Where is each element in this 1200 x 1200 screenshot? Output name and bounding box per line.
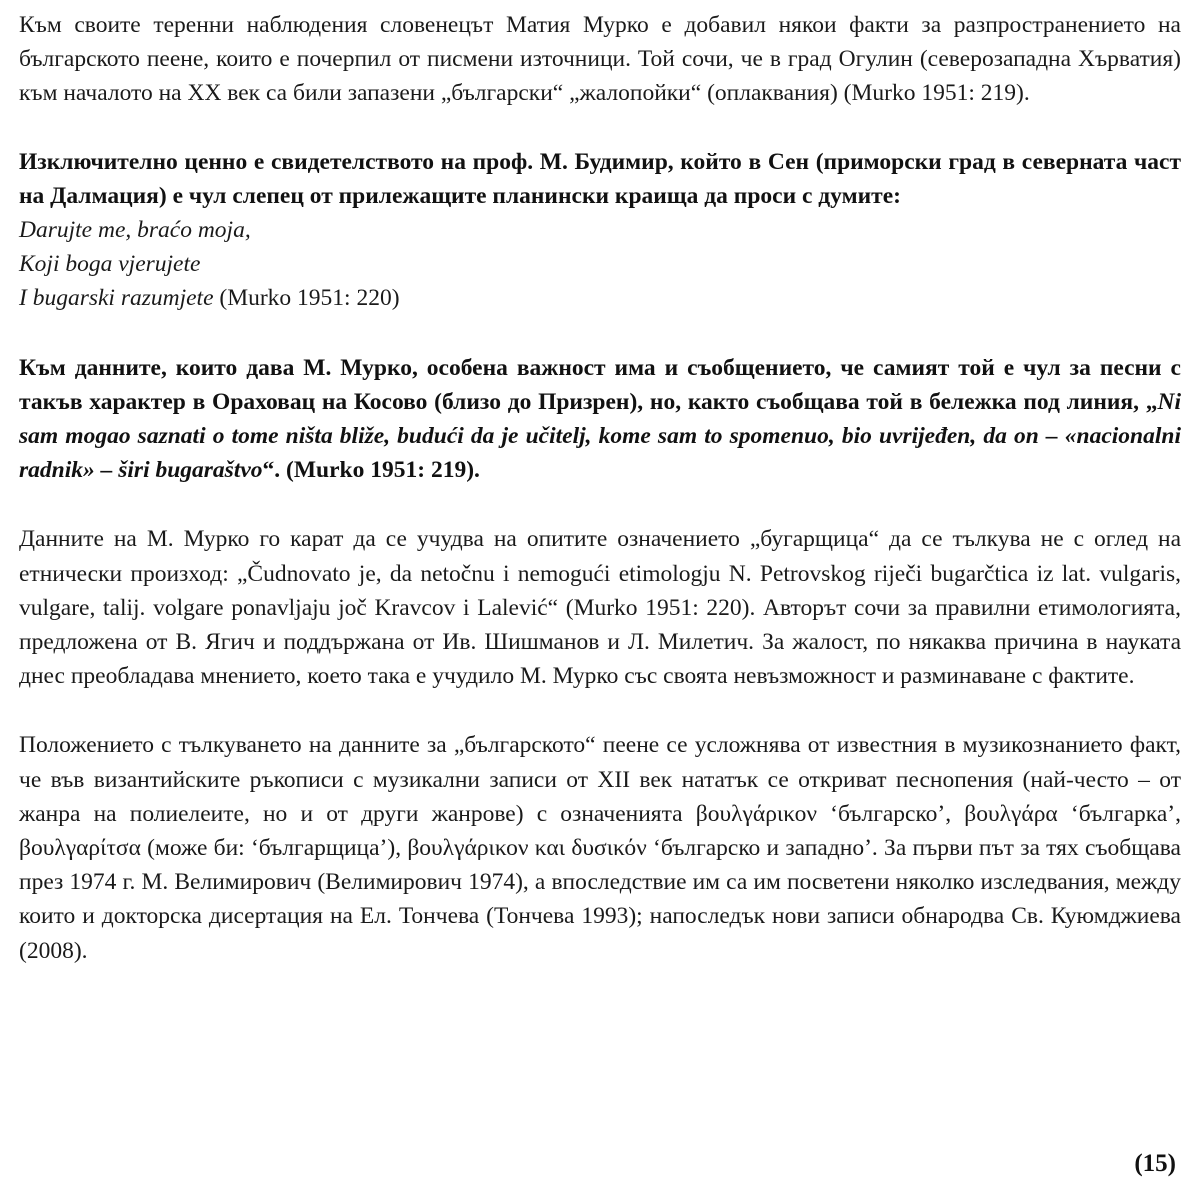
verse-line-2: Koji boga vjerujete	[19, 251, 201, 278]
verse-line-1: Darujte me, braćo moja,	[19, 217, 251, 244]
paragraph-murko-ogulin: Към своите теренни наблюдения словенецът Матия Мурко е добавил някои факти за разпространението на българското пеене, които е почерпил от писмени източници. Той сочи, че в град Огулин (северозападна Хърватия) към началото на XX век са били запазени „български“ „жалопойки“ (оплаквания) (Murko 1951: 219).	[19, 12, 1181, 107]
verse-line-3-text: I bugarski razumjete	[19, 285, 214, 312]
paragraph-byzantine-manuscripts: Положението с тълкуването на данните за „българското“ пеене се усложнява от известния в музикознанието факт, че във византийските ръкописи с музикални записи от XII век нататък се откриват песнопения (най-често – от жанра на полиелеите, но и от други жанрове) с означенията βουλγάρικον ‘българско’, βουλγάρα ‘българка’, βουλγαρίτσα (може би: ‘българщица’), βουλγάρικον και δυσικόν ‘българско и западно’. За първи път за тях съобщава през 1974 г. М. Велимирович (Велимирович 1974), а впоследствие им са им посветени няколко изследвания, между които и докторска дисертация на Ел. Тончева (Тончева 1993); напоследък нови записи обнародва Св. Куюмджиева (2008).	[19, 732, 1181, 964]
verse-citation: (Murko 1951: 220)	[213, 285, 400, 312]
orahovac-quote: Ni sam mogao saznati o tome ništa bliže, budući da je učitelj, kome sam to spomenuo, bio uvrijeđen, da on – «nacionalni radnik» – širi bugaraštvo	[19, 388, 1181, 484]
verse-line-3	[19, 281, 1181, 315]
paragraph-orahovac-footnote	[19, 351, 1181, 488]
orahovac-citation: “. (Murko 1951: 219).	[262, 457, 480, 484]
paragraph-budimir-testimony: Изключително ценно е свидетелството на проф. М. Будимир, който в Сен (приморски град в северната част на Далмация) е чул слепец от прилежащите планински краища да проси с думите:	[19, 148, 1181, 209]
orahovac-text: Към данните, които дава М. Мурко, особена важност има и съобщението, че самият той е чул за песни с такъв характер в Ораховац на Косово (близо до Призрен), но, както съобщава той в бележка под линия, „	[19, 354, 1181, 415]
verse-quote	[19, 213, 1181, 316]
page-number: (15)	[1134, 1150, 1176, 1177]
paragraph-bugarstica-etymology: Данните на М. Мурко го карат да се учудва на опитите означението „бугарщица“ да се тълкува не с оглед на етнически произход: „Čudnovato je, da netočnu i nemogući etimologju N. Petrovskog riječi bugarčtica iz lat. vulgaris, vulgare, talij. volgare ponavljaju joč Kravcov i Lalević“ (Murko 1951: 220). Авторът сочи за правилни етимологията, предложена от В. Ягич и поддържана от Ив. Шишманов и Л. Милетич. За жалост, по някаква причина в науката днес преобладава мнението, което така е учудило М. Мурко със своята невъзможност и разминаване с фактите.	[19, 526, 1181, 690]
document-page	[19, 8, 1181, 968]
